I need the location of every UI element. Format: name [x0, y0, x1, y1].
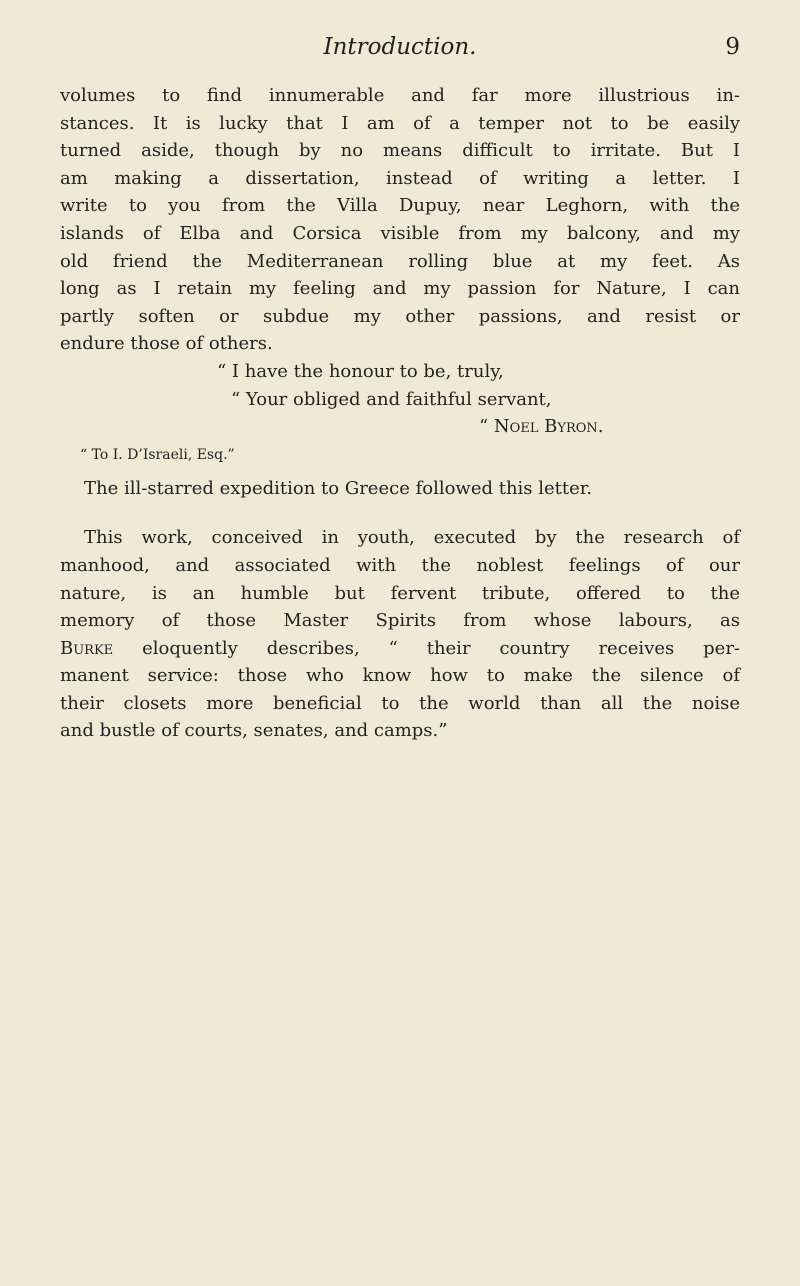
- text-line: This work, conceived in youth, executed by the research of: [84, 527, 740, 549]
- text-line: [60, 635, 740, 663]
- closing-line: “ I have the honour to be, truly,: [217, 360, 504, 382]
- text-line: endure those of others.: [60, 333, 273, 355]
- text-line: volumes to find innumerable and far more illustrious in-: [60, 85, 740, 106]
- burke-name: Burke: [60, 637, 114, 659]
- letter-closing: [60, 358, 740, 467]
- text-line: nature, is an humble but fervent tribute, offered to the: [60, 582, 740, 604]
- closing-line: “ Your obliged and faithful servant,: [231, 388, 552, 410]
- page-number: 9: [725, 34, 740, 60]
- text-line: long as I retain my feeling and my passion for Nature, I can: [60, 278, 740, 300]
- text-line: islands of Elba and Corsica visible from my balcony, and my: [60, 222, 740, 244]
- body-text: [60, 82, 740, 745]
- text-line: and bustle of courts, senates, and camps.”: [60, 720, 448, 742]
- paragraph-letter-end: [60, 82, 740, 358]
- text-line: their closets more beneficial to the world than all the noise: [60, 692, 740, 714]
- text-line: stances. It is lucky that I am of a temper not to be easily: [60, 112, 740, 134]
- addressee: “ To I. D’Israeli, Esq.”: [80, 446, 235, 463]
- paragraph-dedication: [60, 524, 740, 745]
- page-header-title: Introduction.: [323, 34, 477, 60]
- text-line: partly soften or subdue my other passions, and resist or: [60, 305, 740, 327]
- paragraph-gap: [60, 502, 740, 524]
- text-line: am making a dissertation, instead of writing a letter. I: [60, 167, 740, 189]
- text-line: turned aside, though by no means difficult to irritate. But I: [60, 140, 740, 162]
- expedition-line: The ill-starred expedition to Greece followed this letter.: [84, 477, 593, 499]
- signature: “ Noel Byron.: [479, 416, 604, 438]
- text-line: write to you from the Villa Dupuy, near Leghorn, with the: [60, 195, 740, 217]
- text-fragment: eloquently describes, “ their country receives per-: [113, 637, 740, 659]
- running-head: [0, 34, 800, 68]
- text-line: manent service: those who know how to make the silence of: [60, 665, 740, 687]
- text-line: memory of those Master Spirits from whose labours, as: [60, 610, 740, 632]
- text-line: manhood, and associated with the noblest feelings of our: [60, 554, 740, 576]
- text-line: old friend the Mediterranean rolling blue at my feet. As: [60, 250, 740, 272]
